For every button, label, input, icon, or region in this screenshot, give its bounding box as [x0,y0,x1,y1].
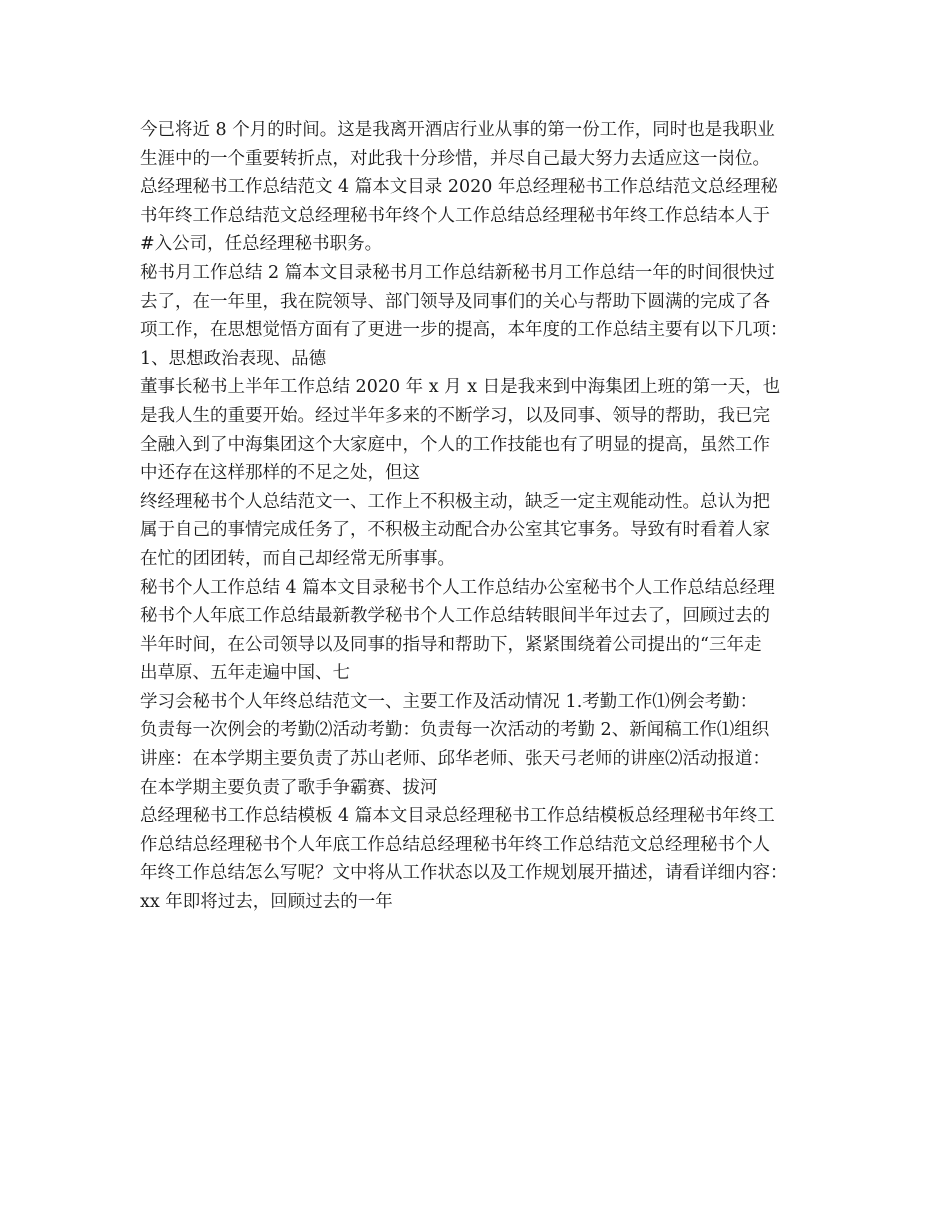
text-line: 负责每一次例会的考勤⑵活动考勤：负责每一次活动的考勤 2、新闻稿工作⑴组织 [140,720,770,741]
text-line: 董事长秘书上半年工作总结 2020 年 x 月 x 日是我来到中海集团上班的第一天，也 [140,377,781,398]
document-body-text [140,116,830,917]
text-line: 在本学期主要负责了歌手争霸赛、拔河 [140,777,438,798]
text-line: 生涯中的一个重要转折点，对此我十分珍惜，并尽自己最大努力去适应这一岗位。 [140,148,770,169]
text-line: 全融入到了中海集团这个大家庭中，个人的工作技能也有了明显的提高，虽然工作 [140,434,770,455]
text-line: 是我人生的重要开始。经过半年多来的不断学习，以及同事、领导的帮助，我已完 [140,405,770,426]
text-line: 半年时间，在公司领导以及同事的指导和帮助下，紧紧围绕着公司提出的“三年走 [140,634,762,655]
text-line: xx 年即将过去，回顾过去的一年 [140,892,393,913]
text-line: 学习会秘书个人年终总结范文一、主要工作及活动情况 1.考勤工作⑴例会考勤： [140,691,758,712]
text-line: 年终工作总结怎么写呢？文中将从工作状态以及工作规划展开描述，请看详细内容： [140,863,788,884]
text-line: 去了，在一年里，我在院领导、部门领导及同事们的关心与帮助下圆满的完成了各 [140,291,770,312]
text-line: #入公司，任总经理秘书职务。 [140,234,383,255]
text-line: 秘书月工作总结 2 篇本文目录秘书月工作总结新秘书月工作总结一年的时间很快过 [140,262,775,283]
text-line: 总经理秘书工作总结范文 4 篇本文目录 2020 年总经理秘书工作总结范文总经理秘 [140,177,778,198]
text-line: 总经理秘书工作总结模板 4 篇本文目录总经理秘书工作总结模板总经理秘书年终工 [140,806,775,827]
text-line: 出草原、五年走遍中国、七 [140,663,350,684]
text-line: 秘书个人年底工作总结最新教学秘书个人工作总结转眼间半年过去了，回顾过去的 [140,606,770,627]
text-line: 项工作，在思想觉悟方面有了更进一步的提高，本年度的工作总结主要有以下几项： [140,320,788,341]
text-line: 作总结总经理秘书个人年底工作总结总经理秘书年终工作总结范文总经理秘书个人 [140,834,770,855]
text-line: 秘书个人工作总结 4 篇本文目录秘书个人工作总结办公室秘书个人工作总结总经理 [140,577,775,598]
text-line: 属于自己的事情完成任务了，不积极主动配合办公室其它事务。导致有时看着人家 [140,520,770,541]
text-line: 终经理秘书个人总结范文一、工作上不积极主动，缺乏一定主观能动性。总认为把 [140,491,770,512]
text-line: 在忙的团团转，而自己却经常无所事事。 [140,548,455,569]
text-line: 1、思想政治表现、品德 [140,348,327,369]
text-line: 书年终工作总结范文总经理秘书年终个人工作总结总经理秘书年终工作总结本人于 [140,205,770,226]
text-line: 讲座：在本学期主要负责了苏山老师、邱华老师、张天弓老师的讲座⑵活动报道： [140,749,770,770]
text-line: 今已将近 8 个月的时间。这是我离开酒店行业从事的第一份工作，同时也是我职业 [140,120,775,140]
text-line: 中还存在这样那样的不足之处，但这 [140,463,420,484]
